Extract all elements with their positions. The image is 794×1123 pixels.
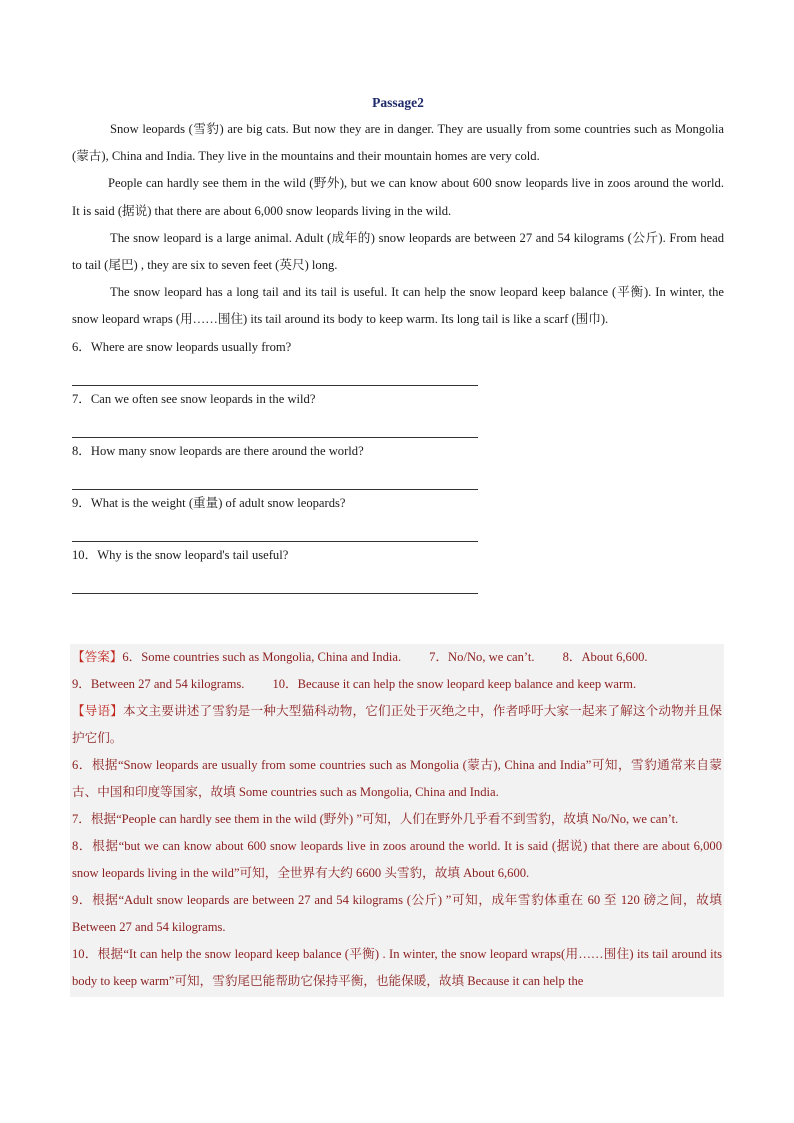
explanation-6: 6．根据“Snow leopards are usually from some countries such as Mongolia (蒙古), China and India”可知，雪豹通常来自蒙古、中国和印度等国家，故填 Some countries such as Mongolia, China and India. xyxy=(72,758,722,799)
passage-section xyxy=(72,90,724,594)
answer-blank-7[interactable] xyxy=(72,413,478,438)
answer-line-1 xyxy=(72,644,722,671)
question-9: 9．What is the weight (重量) of adult snow leopards? xyxy=(72,495,346,510)
answer-tag: 【答案】 xyxy=(72,650,123,664)
question-10: 10．Why is the snow leopard's tail useful? xyxy=(72,547,289,562)
question-8: 8．How many snow leopards are there around the world? xyxy=(72,443,364,458)
answer-blank-8[interactable] xyxy=(72,465,478,490)
explanation-7: 7．根据“People can hardly see them in the wild (野外) ”可知，人们在野外几乎看不到雪豹，故填 No/No, we can’t. xyxy=(72,812,679,826)
answer-line-2 xyxy=(72,671,722,698)
answer-8: 8．About 6,600. xyxy=(562,650,648,664)
question-6: 6．Where are snow leopards usually from? xyxy=(72,339,292,354)
paragraph-2: People can hardly see them in the wild (野外), but we can know about 600 snow leopards live in zoos around the world. It is said (据说) that there are about 6,000 snow leopards living in the wild. xyxy=(72,176,724,218)
explanation-8: 8．根据“but we can know about 600 snow leopards live in zoos around the world. It is said (据说) that there are about 6,000 snow leopards living in the wild”可知，全世界有大约 6600 头雪豹，故填 About 6,600. xyxy=(72,839,722,880)
answer-9: 9．Between 27 and 54 kilograms. xyxy=(72,677,245,691)
explanation-10: 10．根据“It can help the snow leopard keep balance (平衡) . In winter, the snow leopard wraps(用……围住) its tail around its body to keep warm”可知，雪豹尾巴能帮助它保持平衡，也能保暖，故填 Because it can help the xyxy=(72,947,722,988)
answer-blank-9[interactable] xyxy=(72,517,478,542)
passage-title: Passage2 xyxy=(372,95,424,110)
answer-blank-6[interactable] xyxy=(72,361,478,386)
question-7: 7．Can we often see snow leopards in the wild? xyxy=(72,391,316,406)
question-list xyxy=(72,334,724,594)
guide-tag: 【导语】 xyxy=(72,704,123,718)
answer-10: 10．Because it can help the snow leopard keep balance and keep warm. xyxy=(272,677,637,691)
paragraph-1: Snow leopards (雪豹) are big cats. But now they are in danger. They are usually from some countries such as Mongolia (蒙古), China and India. They live in the mountains and their mountain homes are very cold. xyxy=(72,122,724,164)
paragraph-3: The snow leopard is a large animal. Adult (成年的) snow leopards are between 27 and 54 kilograms (公斤). From head to tail (尾巴) , they are six to seven feet (英尺) long. xyxy=(72,230,724,273)
answer-key-section xyxy=(70,644,724,997)
guide-text: 本文主要讲述了雪豹是一种大型猫科动物，它们正处于灭绝之中，作者呼吁大家一起来了解这个动物并且保护它们。 xyxy=(72,704,723,745)
explanation-9: 9．根据“Adult snow leopards are between 27 and 54 kilograms (公斤) ”可知，成年雪豹体重在 60 至 120 磅之间，故填 Between 27 and 54 kilograms. xyxy=(72,893,722,934)
answer-7: 7．No/No, we can’t. xyxy=(429,650,535,664)
answer-blank-10[interactable] xyxy=(72,569,478,594)
guide-line xyxy=(72,698,722,752)
answer-6: 6．Some countries such as Mongolia, China and India. xyxy=(122,650,402,664)
paragraph-4: The snow leopard has a long tail and its tail is useful. It can help the snow leopard keep balance (平衡). In winter, the snow leopard wraps (用……围住) its tail around its body to keep warm. Its long tail is like a scarf (围巾). xyxy=(72,285,724,327)
